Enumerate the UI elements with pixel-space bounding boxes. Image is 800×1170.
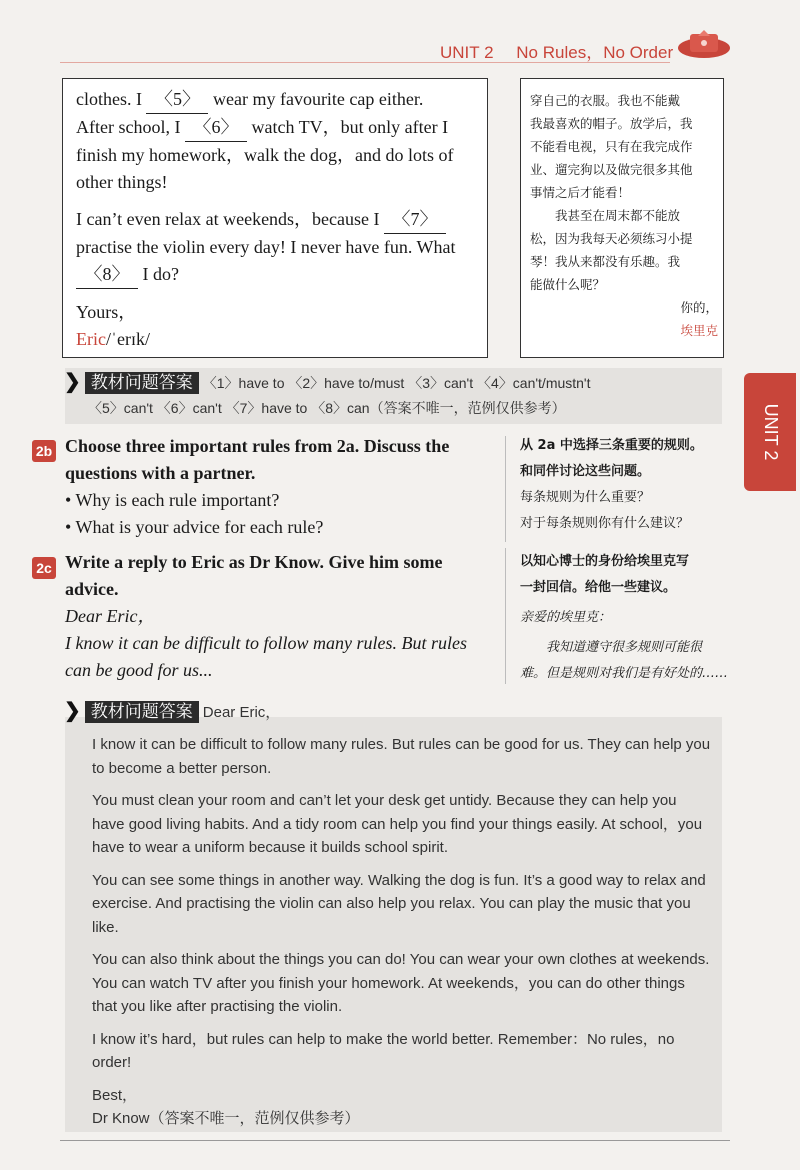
task-tag-2b: 2b [32,440,56,462]
letter-paragraph: You can see some things in another way. Walking the dog is fun. It’s a good way to relax and exercise. And practising the violin can also help you relax. You can play the music that you like. [92,871,706,936]
column-divider [505,436,506,542]
passage-line: finish my homework，walk the dog，and do lots of [76,145,454,165]
passage-line: I can’t even relax at weekends，because I 〈7〉 [76,206,481,234]
letter-paragraph: You can also think about the things you can do! You can wear your own clothes at weekends. You can watch TV after you finish your homework. At weekends，you can do other things that you like after practising the violin. [92,951,710,1015]
task-tag-2c: 2c [32,557,56,579]
letter-paragraph: I know it’s hard，but rules can help to make the world better. Remember：No rules，no order! [92,1030,675,1071]
task-2b: Choose three important rules from 2a. Discuss the questions with a partner. • Why is each rule important? • What is your advice for each rule? [65,436,450,537]
header-rule [60,62,670,63]
blank-8: 〈8〉 [76,261,138,289]
bottom-rule [60,1140,730,1141]
answer-text: 〈5〉can't 〈6〉can't 〈7〉have to 〈8〉can（答案不唯一，范例仅供参考） [88,400,566,416]
translation-text: 穿自己的衣服。我也不能戴 我最喜欢的帽子。放学后，我 不能看电视，只有在我完成作 业、遛完狗以及做完很多其他 事情之后才能看！ 我甚至在周末都不能放 松，因为我每天必须练习小提 琴！我从来都没有乐趣。我 能做什么呢？ 你的， 埃里克 [530,93,718,338]
answer-text: 〈1〉have to 〈2〉have to/must 〈3〉can't 〈4〉can't/mustn't [202,375,591,391]
letter-closing: Yours， [76,302,137,322]
chevron-right-icon: ❯ [64,700,81,722]
task-2b-translation: 从 2a 中选择三条重要的规则。 和同伴讨论这些问题。 每条规则为什么重要？ 对于每条规则你有什么建议？ [520,438,703,531]
answer-label: 教材问题答案 [85,372,199,394]
passage-line: clothes. I 〈5〉 wear my favourite cap either. [76,86,481,114]
column-divider [505,548,506,684]
header-title: No Rules，No Order [516,43,674,62]
letter-signature: Eric/ˈerɪk/ [76,329,150,349]
passage-line: practise the violin every day! I never have fun. What [76,237,456,257]
passage-line: After school, I 〈6〉 watch TV，but only after I [76,114,481,142]
side-unit-label: UNIT 2 [761,403,781,461]
passage-line: other things! [76,172,168,192]
page-header [440,38,673,63]
passage-line: 〈8〉 I do? [76,261,481,289]
letter-closing: Best， [92,1086,138,1104]
task-2c: Write a reply to Eric as Dr Know. Give him some advice. Dear Eric， I know it can be difficult to follow many rules. But rules can be good for us... [65,552,467,680]
reading-passage [76,86,481,353]
header-unit: UNIT 2 [440,43,494,62]
blank-6: 〈6〉 [185,114,247,142]
blank-7: 〈7〉 [384,206,446,234]
task-2c-translation: 以知心博士的身份给埃里克写 一封回信。给他一些建议。 亲爱的埃里克： 我知道遵守很多规则可能很 难。但是规则对我们是有好处的…… [520,554,729,681]
gift-logo-icon [676,26,732,62]
blank-5: 〈5〉 [146,86,208,114]
answer-label: 教材问题答案 [85,701,199,723]
letter-signature: Dr Know（答案不唯一，范例仅供参考） [92,1110,360,1127]
chevron-right-icon: ❯ [64,371,81,393]
answer-row-1 [64,368,591,394]
answer-letter [92,733,712,1131]
letter-paragraph: I know it can be difficult to follow many rules. But rules can be good for us. They can help you to become a better person. [92,736,711,777]
answer-row-2 [64,697,280,723]
letter-greeting: Dear Eric， [202,704,281,721]
letter-paragraph: You must clean your room and can’t let your desk get untidy. Because they can help you have good living habits. And a tidy room can help you find your things easily. At school，you have to wear a uniform because it builds school spirit. [92,792,703,856]
